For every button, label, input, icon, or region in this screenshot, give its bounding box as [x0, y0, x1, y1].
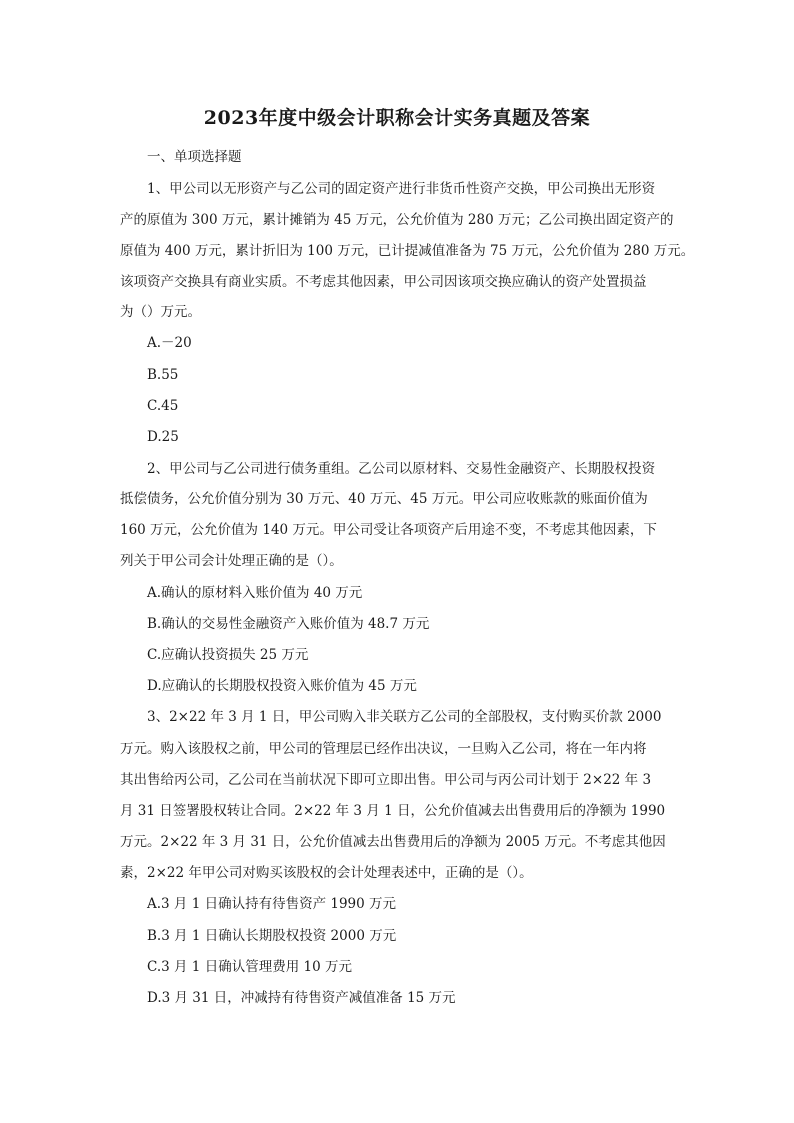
document-title: 2023年度中级会计职称会计实务真题及答案	[203, 107, 591, 129]
question-1-option-d: D.25	[147, 429, 179, 445]
question-3-option-d: D.3 月 31 日，冲减持有待售资产减值准备 15 万元	[147, 990, 456, 1006]
question-2-option-c: C.应确认投资损失 25 万元	[147, 647, 309, 663]
question-3-text: 月 31 日签署股权转让合同。2×22 年 3 月 1 日，公允价值减去出售费用后的净额为 1990	[120, 803, 666, 819]
question-3-option-c: C.3 月 1 日确认管理费用 10 万元	[147, 959, 352, 975]
question-3-option-b: B.3 月 1 日确认长期股权投资 2000 万元	[147, 928, 397, 944]
question-2-text: 2、甲公司与乙公司进行债务重组。乙公司以原材料、交易性金融资产、长期股权投资	[147, 461, 656, 477]
question-3-option-a: A.3 月 1 日确认持有待售资产 1990 万元	[147, 896, 397, 912]
question-2-option-d: D.应确认的长期股权投资入账价值为 45 万元	[147, 678, 417, 694]
question-2-text: 列关于甲公司会计处理正确的是（）。	[120, 553, 343, 569]
question-1-option-b: B.55	[147, 367, 179, 383]
question-1-text: 该项资产交换具有商业实质。不考虑其他因素，甲公司因该项交换应确认的资产处置损益	[120, 274, 647, 290]
question-2-text: 抵偿债务，公允价值分别为 30 万元、40 万元、45 万元。甲公司应收账款的账面价值为	[120, 491, 648, 507]
question-1-option-a: A.－20	[147, 335, 192, 351]
question-3-text: 万元。2×22 年 3 月 31 日，公允价值减去出售费用后的净额为 2005 万元。不考虑其他因	[120, 834, 666, 850]
question-2-option-b: B.确认的交易性金融资产入账价值为 48.7 万元	[147, 616, 430, 632]
question-3-text: 素，2×22 年甲公司对购买该股权的会计处理表述中，正确的是（）。	[120, 865, 533, 881]
question-2-option-a: A.确认的原材料入账价值为 40 万元	[147, 585, 363, 601]
question-1-text: 1、甲公司以无形资产与乙公司的固定资产进行非货币性资产交换，甲公司换出无形资	[147, 181, 656, 197]
section-heading: 一、单项选择题	[147, 149, 242, 165]
question-1-option-c: C.45	[147, 398, 179, 414]
question-3-text: 3、2×22 年 3 月 1 日，甲公司购入非关联方乙公司的全部股权，支付购买价款 2000	[147, 709, 662, 725]
question-3-text: 其出售给丙公司，乙公司在当前状况下即可立即出售。甲公司与丙公司计划于 2×22 年 3	[120, 772, 652, 788]
question-1-text: 原值为 400 万元，累计折旧为 100 万元，已计提减值准备为 75 万元，公允价值为 280 万元。	[120, 243, 695, 259]
question-2-text: 160 万元，公允价值为 140 万元。甲公司受让各项资产后用途不变，不考虑其他因素，下	[120, 522, 657, 538]
question-3-text: 万元。购入该股权之前，甲公司的管理层已经作出决议，一旦购入乙公司，将在一年内将	[120, 741, 647, 757]
question-1-text: 为（）万元。	[120, 304, 201, 320]
question-1-text: 产的原值为 300 万元，累计摊销为 45 万元，公允价值为 280 万元；乙公司换出固定资产的	[120, 212, 674, 228]
